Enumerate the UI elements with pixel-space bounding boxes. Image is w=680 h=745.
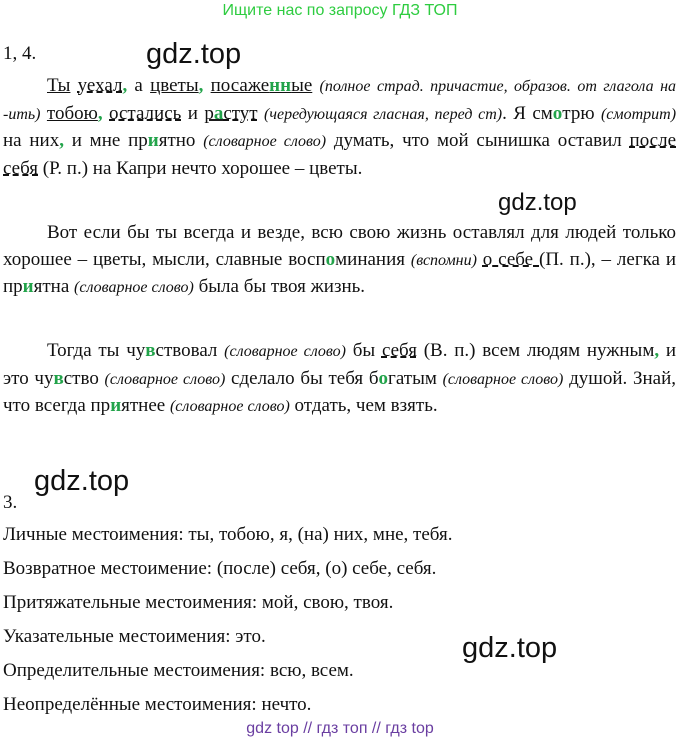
watermark: gdz.top [146, 38, 242, 70]
comma-mark: , [654, 340, 660, 361]
paragraph-2: Вот если бы ты всегда и везде, всю свою жизнь оставлял для людей только хорошее – цветы, мысли, славные воспоминания (вспомни) о себе (П. п.), – легка и приятна (словарное слово) была бы твоя жизнь. [3, 222, 677, 297]
list-item: Указательные местоимения: это. [3, 626, 266, 647]
word: уехал [77, 75, 123, 96]
list-item: Притяжательные местоимения: мой, свою, твоя. [3, 592, 394, 613]
word: цветы [150, 75, 199, 96]
note: (вспомни) [410, 251, 477, 269]
list-item: Неопределённые местоимения: нечто. [3, 694, 312, 715]
note: (словарное слово) [74, 279, 194, 296]
word: себя [381, 340, 417, 361]
task-number: 1, 4. [3, 43, 37, 64]
comma-mark: , [122, 75, 128, 96]
footer-links[interactable]: gdz top // гдз топ // гдз top [246, 720, 434, 737]
word: о себе [482, 248, 539, 270]
search-hint-link[interactable]: Ищите нас по запросу ГДЗ ТОП [222, 2, 458, 19]
comma-mark: , [59, 130, 64, 151]
paragraph-1: Ты уехал, а цветы, посаженные (полное страд. причастие, образов. от глагола на -ить) тобою, остались и растут (чередующаяся гласная, перед ст). Я смотрю (смотрит) на них, и мне приятно (словарное слово) думать, что мой сынишка оставил после себя (Р. п.) на Капри нечто хорошее – цветы. [3, 75, 677, 179]
word: тобою [46, 102, 98, 124]
word: остались [109, 102, 182, 124]
watermark: gdz.top [498, 189, 577, 216]
paragraph-3: Тогда ты чувствовал (словарное слово) бы себя (В. п.) всем людям нужным, и это чувство (словарное слово) сделало бы тебя богатым (словарное слово) душой. Знай, что всегда приятнее (словарное слово) отдать, чем взять. [3, 340, 677, 416]
note: (словарное слово) [442, 370, 564, 388]
note: (словарное слово) [224, 343, 346, 360]
list-item: Определительные местоимения: всю, всем. [3, 660, 354, 681]
list-item: Личные местоимения: ты, тобою, я, (на) них, мне, тебя. [3, 524, 453, 545]
note: (полное страд. причастие, образов. от глагола на -ить) [3, 78, 677, 123]
comma-mark: , [198, 75, 204, 96]
note: (словарное слово) [203, 133, 327, 150]
pronoun-list [3, 518, 452, 722]
watermark: gdz.top [34, 465, 130, 497]
word: после себя [3, 130, 677, 179]
note: (словарное слово) [104, 370, 226, 388]
list-item: Возвратное местоимение: (после) себя, (о) себе, себя. [3, 558, 437, 579]
task-number: 3. [3, 492, 18, 513]
note: (чередующаяся гласная, перед ст) [264, 105, 503, 123]
word: посаженные [210, 75, 313, 96]
watermark: gdz.top [462, 632, 558, 664]
note: (словарное слово) [169, 398, 290, 415]
note: (смотрит) [600, 105, 677, 123]
comma-mark: , [97, 102, 103, 124]
word: Ты [47, 75, 71, 96]
word: растут [204, 102, 258, 124]
